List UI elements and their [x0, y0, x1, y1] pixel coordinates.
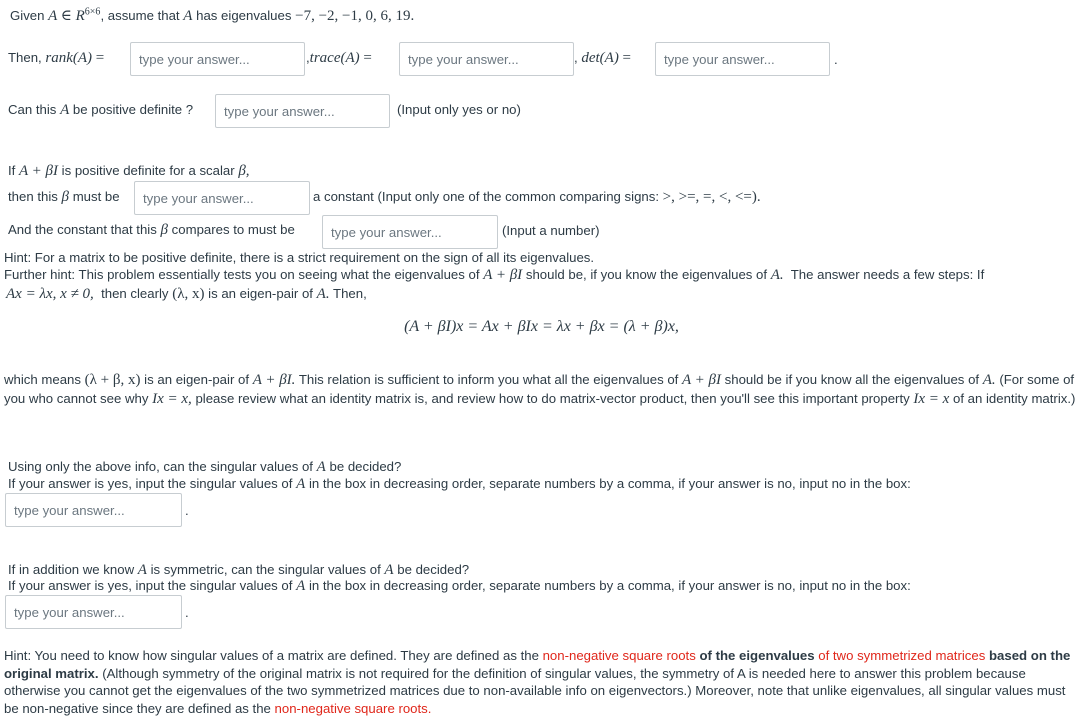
det-input[interactable] [655, 42, 830, 76]
constant-input[interactable] [322, 215, 498, 249]
then-beta-label: then this β must be [8, 189, 120, 205]
constant-note: a constant (Input only one of the common comparing signs: >, >=, =, <, <=). [313, 189, 761, 205]
sv1-end-dot: . [185, 503, 189, 518]
posdef-question: Can this A be positive definite ? [8, 102, 194, 118]
singular-values-question-2: If in addition we know A is symmetric, can the singular values of A be decided? [8, 562, 470, 578]
det-end-dot: . [834, 52, 838, 67]
sv2-end-dot: . [185, 605, 189, 620]
posdef-note: (Input only yes or no) [397, 102, 521, 117]
rank-input[interactable] [130, 42, 305, 76]
which-means-paragraph: which means (λ + β, x) is an eigen-pair of A + βI. This relation is sufficient to inform you what all the eigenvalues of A + βI should be if you know all the eigenvalues of A. (For some of you who cannot see why Ix = x, please review what an identity matrix is, and review how to do matrix-vector product, then you'll see this important property Ix = x of an identity matrix.) [4, 372, 1076, 407]
singular-values-hint: Hint: You need to know how singular values of a matrix are defined. They are defined as the non-negative square roots of the eigenvalues of two symmetrized matrices based on the original matrix. (Although symmetry of the original matrix is not required for the definition of singular values, the symmetry of A is needed here to answer this problem because otherwise you cannot get the eigenvalues of the two symmetrized matrices due to non-available info on eigenvectors.) Moreover, note that unlike eigenvalues, all singular values must be non-negative since they are defined as the non-negative square roots. [4, 648, 1071, 716]
trace-input[interactable] [399, 42, 574, 76]
if-line: If A + βI is positive definite for a scalar β, [8, 163, 250, 179]
given-line: Given A ∈ $R^{6\times 6}$, assume that A has eigenvalues −7, −2, −1, 0, 6, 19. [10, 6, 415, 24]
further-hint-line: Further hint: This problem essentially tests you on seeing what the eigenvalues of A + βI should be, if you know the eigenvalues of A. The answer needs a few steps: If [4, 267, 985, 283]
singular-values-input-1[interactable] [5, 493, 182, 527]
trace-label: ,trace(A) = [306, 50, 372, 66]
singular-values-instruction-1: If your answer is yes, input the singular values of A in the box in decreasing order, separate numbers by a comma, if your answer is no, input no in the box: [8, 476, 911, 492]
and-constant-label: And the constant that this β compares to must be [8, 222, 295, 238]
hint-positive-definite: Hint: For a matrix to be positive definite, there is a strict requirement on the sign of all its eigenvalues. [4, 250, 595, 265]
eigen-equation: (A + βI)x = Ax + βIx = λx + βx = (λ + β)x, [404, 318, 679, 335]
singular-values-question-1: Using only the above info, can the singular values of A be decided? [8, 459, 402, 475]
comparison-sign-input[interactable] [134, 181, 310, 215]
singular-values-instruction-2: If your answer is yes, input the singular values of A in the box in decreasing order, separate numbers by a comma, if your answer is no, input no in the box: [8, 578, 911, 594]
singular-values-input-2[interactable] [5, 595, 182, 629]
posdef-input[interactable] [215, 94, 390, 128]
number-note: (Input a number) [502, 223, 600, 238]
eigenpair-line: Ax = λx, x ≠ 0, then clearly (λ, x) is an eigen-pair of A. Then, [6, 286, 367, 302]
det-label: , det(A) = [574, 50, 631, 66]
then-label: Then, rank(A) = [8, 50, 105, 66]
